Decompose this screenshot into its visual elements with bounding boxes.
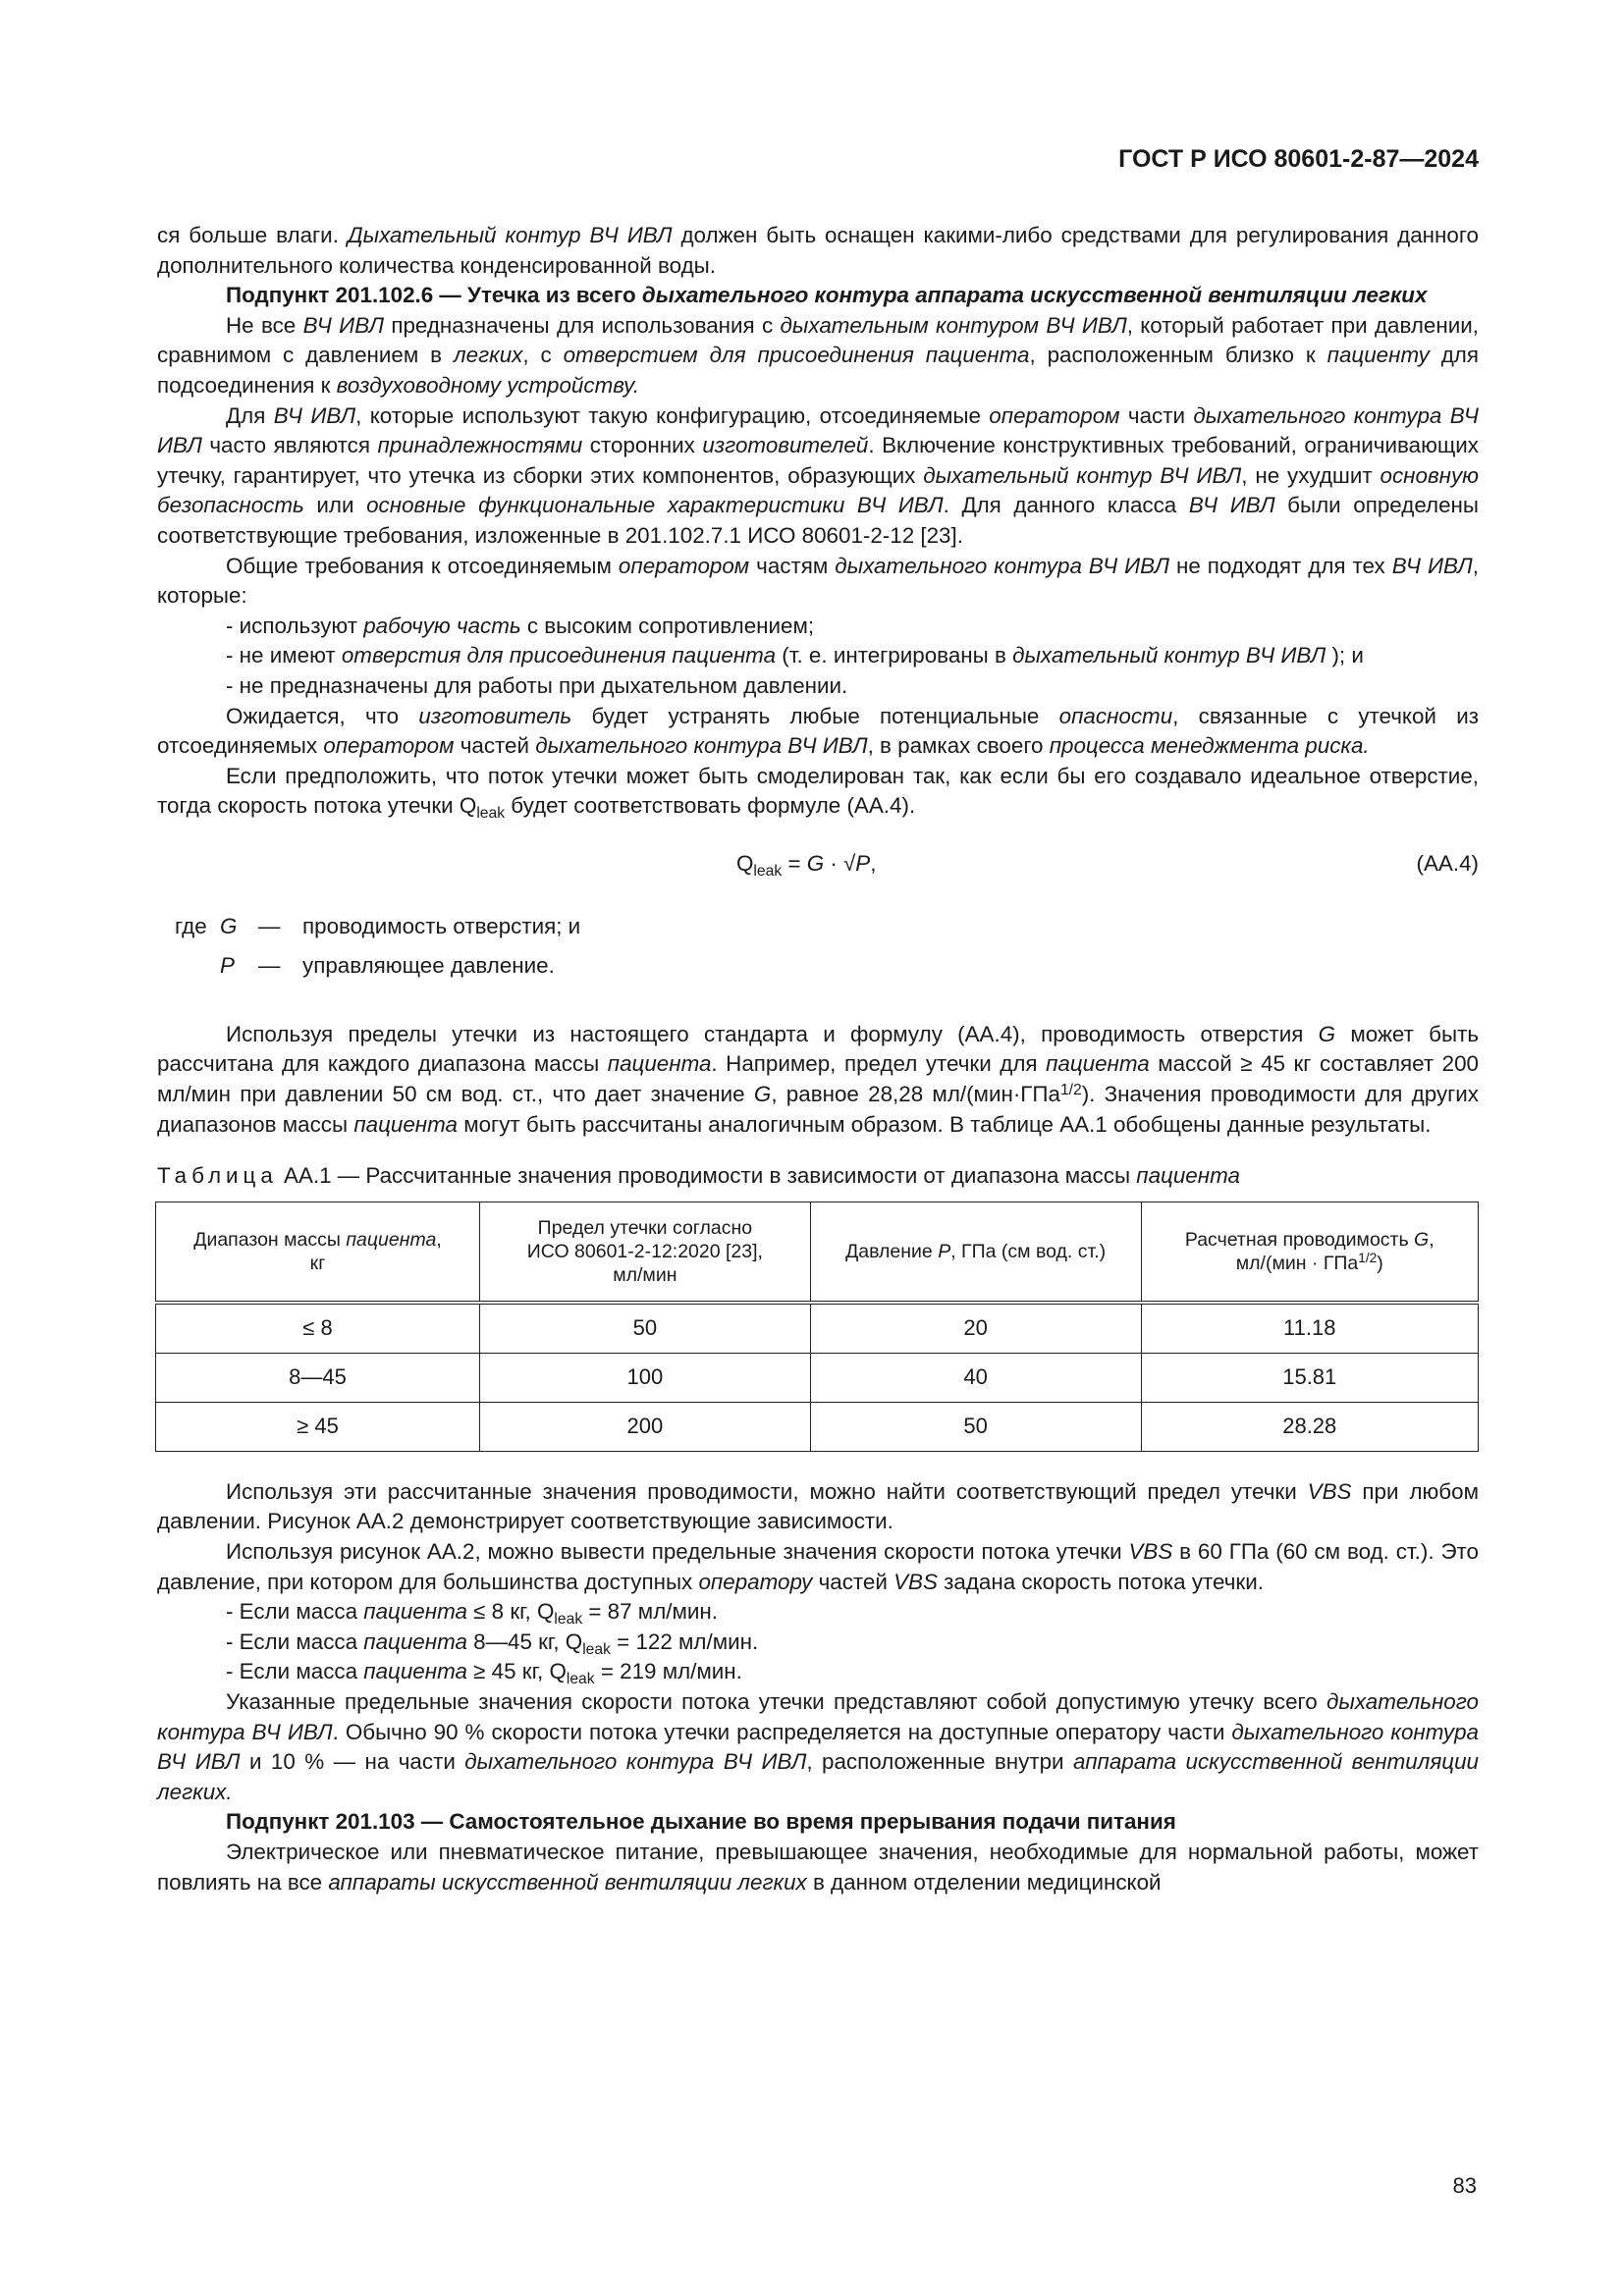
- table-row: [156, 1353, 1479, 1402]
- paragraph: Для ВЧ ИВЛ, которые используют такую конфигурацию, отсоединяемые оператором части дыхательного контура ВЧ ИВЛ часто являются принадлежностями сторонних изготовителей. Включение конструктивных требований, ограничивающих утечку, гарантирует, что утечка из сборки этих компонентов, образующих дыхательный контур ВЧ ИВЛ, не ухудшит основную безопасность или основные функциональные характеристики ВЧ ИВЛ. Для данного класса ВЧ ИВЛ были определены соответствующие требования, изложенные в 201.102.7.1 ИСО 80601-2-12 [23].: [157, 402, 1479, 548]
- table-cell: 8—45: [156, 1353, 480, 1402]
- table-cell: ≤ 8: [156, 1303, 480, 1354]
- table-header-cell: Предел утечки согласно ИСО 80601-2-12:2020 [23], мл/мин: [480, 1201, 811, 1303]
- paragraph: Общие требования к отсоединяемым оператором частям дыхательного контура ВЧ ИВЛ не подходят для тех ВЧ ИВЛ, которые:: [157, 553, 1479, 609]
- formula-legend: [157, 912, 1479, 990]
- table-cell: 11.18: [1141, 1303, 1479, 1354]
- paragraph: Электрическое или пневматическое питание, превышающее значения, необходимые для нормальной работы, может повлиять на все аппараты искусственной вентиляции легких в данном отделении медицинской: [157, 1839, 1479, 1895]
- formula-expression: $Q_{leak} = G \cdot √P$,: [736, 850, 877, 880]
- table-cell: 20: [810, 1303, 1141, 1354]
- legend-dash: —: [258, 952, 281, 978]
- list-item: - не имеют отверстия для присоединения пациента (т. е. интегрированы в дыхательный контур ВЧ ИВЛ ); и: [226, 643, 1364, 668]
- legend-intro: где: [175, 913, 207, 938]
- paragraph: Указанные предельные значения скорости потока утечки представляют собой допустимую утечку всего дыхательного контура ВЧ ИВЛ. Обычно 90 % скорости потока утечки распределяется на доступные оператору части дыхательного контура ВЧ ИВЛ и 10 % — на части дыхательного контура ВЧ ИВЛ, расположенные внутри аппарата искусственной вентиляции легких.: [157, 1689, 1479, 1804]
- legend-text: управляющее давление.: [302, 952, 555, 978]
- table-header-cell: Давление P, ГПа (см вод. ст.): [810, 1201, 1141, 1303]
- formula-aa4: [157, 849, 1479, 879]
- list-item: - Если масса пациента ≥ 45 кг, $Q_{leak} = 219$ мл/мин.: [226, 1659, 742, 1688]
- table-row: [156, 1402, 1479, 1451]
- paragraph: Если предположить, что поток утечки может быть смоделирован так, как если бы его создавало идеальное отверстие, тогда скорость потока утечки $Q_{leak}$ будет соответствовать формуле (АА.4).: [157, 763, 1479, 823]
- paragraph: Используя пределы утечки из настоящего стандарта и формулу (АА.4), проводимость отверстия G может быть рассчитана для каждого диапазона массы пациента. Например, предел утечки для пациента массой ≥ 45 кг составляет 200 мл/мин при давлении 50 см вод. ст., что дает значение G, равное 28,28 мл/(мин·ГПа$^{1/2}$). Значения проводимости для других диапазонов массы пациента могут быть рассчитаны аналогичным образом. В таблице АА.1 обобщены данные результаты.: [157, 1021, 1480, 1137]
- document-body: [157, 221, 1479, 1897]
- list-item: - используют рабочую часть с высоким сопротивлением;: [226, 613, 815, 638]
- paragraph: Используя эти рассчитанные значения проводимости, можно найти соответствующий предел утечки VBS при любом давлении. Рисунок АА.2 демонстрирует соответствующие зависимости.: [157, 1478, 1479, 1534]
- subclause-heading-201-103: Подпункт 201.103 — Самостоятельное дыхание во время прерывания подачи питания: [226, 1809, 1176, 1835]
- table-cell: 28.28: [1141, 1402, 1479, 1451]
- page-number: 83: [1452, 2173, 1477, 2198]
- table-row: [156, 1303, 1479, 1354]
- table-cell: 100: [480, 1353, 811, 1402]
- table-cell: 15.81: [1141, 1353, 1479, 1402]
- table-cell: 50: [810, 1402, 1141, 1451]
- legend-dash: —: [258, 913, 281, 938]
- list-item: - не предназначены для работы при дыхательном давлении.: [226, 672, 848, 698]
- document-header: ГОСТ Р ИСО 80601-2-87—2024: [1118, 145, 1479, 173]
- subclause-heading-201-102-6: Подпункт 201.102.6 — Утечка из всего дыхательного контура аппарата искусственной вентиляции легких: [226, 283, 1428, 308]
- paragraph: Используя рисунок АА.2, можно вывести предельные значения скорости потока утечки VBS в 60 ГПа (60 см вод. ст.). Это давление, при котором для большинства доступных оператору частей VBS задана скорость потока утечки.: [157, 1539, 1479, 1594]
- table-caption: [157, 1161, 1479, 1192]
- legend-symbol: G: [220, 913, 238, 938]
- table-cell: 40: [810, 1353, 1141, 1402]
- table-header-cell: Расчетная проводимость G, мл/(мин · ГПа$^{1/2}$): [1141, 1201, 1479, 1303]
- paragraph: Ожидается, что изготовитель будет устранять любые потенциальные опасности, связанные с утечкой из отсоединяемых оператором частей дыхательного контура ВЧ ИВЛ, в рамках своего процесса менеджмента риска.: [157, 703, 1479, 759]
- legend-text: проводимость отверстия; и: [302, 913, 581, 938]
- conductivity-table: [155, 1201, 1479, 1452]
- table-caption-text: АА.1 — Рассчитанные значения проводимости в зависимости от диапазона массы пациента: [277, 1163, 1240, 1189]
- list-item: - Если масса пациента 8—45 кг, $Q_{leak} = 122$ мл/мин.: [226, 1629, 759, 1658]
- table-header-cell: Диапазон массы пациента, кг: [156, 1201, 480, 1303]
- formula-number: (АА.4): [1416, 850, 1479, 876]
- paragraph-continued: ся больше влаги. Дыхательный контур ВЧ ИВЛ должен быть оснащен какими-либо средствами для регулирования данного дополнительного количества конденсированной воды.: [157, 223, 1479, 278]
- table-caption-label: Таблица: [157, 1163, 278, 1189]
- list-item: - Если масса пациента ≤ 8 кг, $Q_{leak} = 87$ мл/мин.: [226, 1599, 718, 1629]
- table-cell: ≥ 45: [156, 1402, 480, 1451]
- table-cell: 200: [480, 1402, 811, 1451]
- paragraph: Не все ВЧ ИВЛ предназначены для использования с дыхательным контуром ВЧ ИВЛ, который работает при давлении, сравнимом с давлением в легких, с отверстием для присоединения пациента, расположенным близко к пациенту для подсоединения к воздуховодному устройству.: [157, 312, 1479, 398]
- table-cell: 50: [480, 1303, 811, 1354]
- legend-symbol: P: [220, 952, 235, 978]
